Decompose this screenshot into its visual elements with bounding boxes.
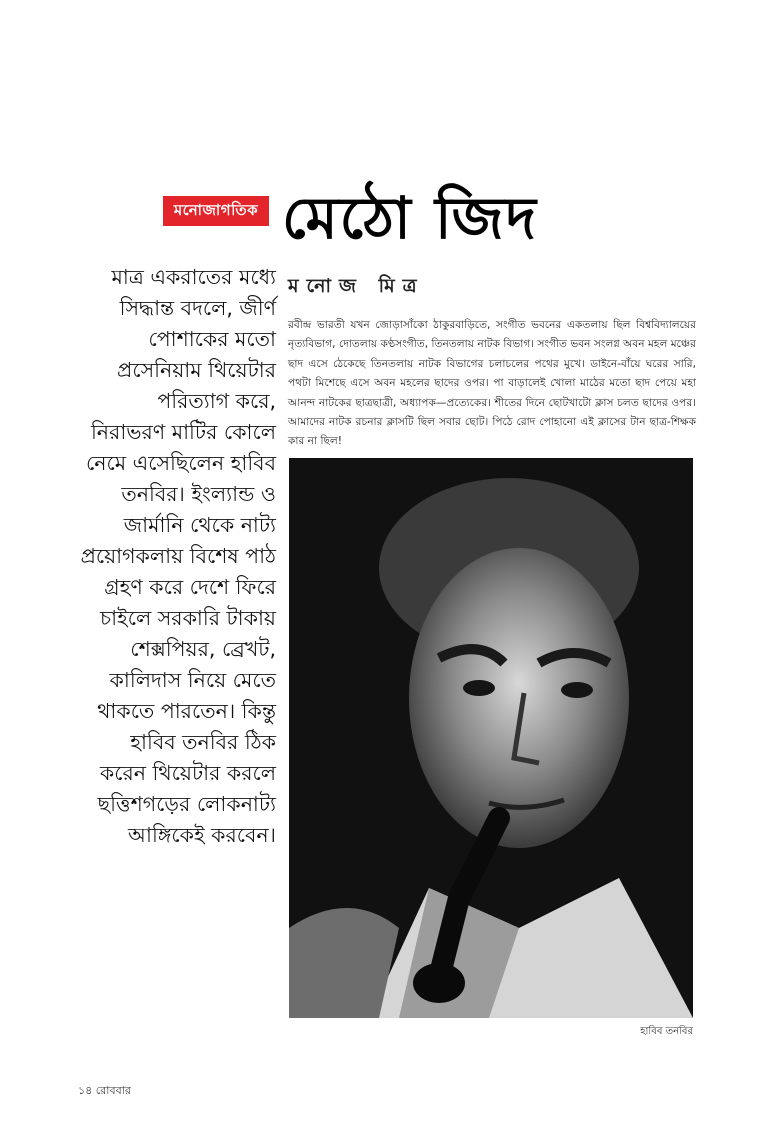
- section-tag: মনোজাগতিক: [163, 196, 269, 226]
- portrait-photo: [289, 458, 693, 1018]
- article-title: মেঠো জিদ: [282, 184, 539, 252]
- page-folio: ১৪ রোববার: [78, 1084, 131, 1097]
- pull-quote: মাত্র একরাতের মধ্যে সিদ্ধান্ত বদলে, জীর্ণ পোশাকের মতো প্রসেনিয়াম থিয়েটার পরিত্যাগ করে, নিরাভরণ মাটির কোলে নেমে এসেছিলেন হাবিব তনবির। ইংল্যান্ড ও জার্মানি থেকে নাট্য প্রয়োগকলায় বিশেষ পাঠ গ্রহণ করে দেশে ফিরে চাইলে সরকারি টাকায় শেক্সপিয়র, ব্রেখট, কালিদাস নিয়ে মেতে থাকতে পারতেন। কিন্তু হাবিব তনবির ঠিক করেন থিয়েটার করলে ছত্তিশগড়ের লোকনাট্য আঙ্গিকেই করবেন।: [80, 265, 276, 847]
- author-byline: মনোজ মিত্র: [288, 275, 425, 297]
- intro-paragraph: রবীন্দ্র ভারতী যখন জোড়াসাঁকো ঠাকুরবাড়িতে, সংগীত ভবনের একতলায় ছিল বিশ্ববিদ্যালয়ের নৃত্যবিভাগ, দোতলায় কণ্ঠসংগীত, তিনতলায় নাটক বিভাগ। সংগীত ভবন সংলগ্ন অবন মহল মঞ্চের ছাদ এসে ঠেকেছে তিনতলায় নাটক বিভাগের চলাচলের পথের মুখে। ডাইনে-বাঁয়ে ঘরের সারি, পথটা মিশেছে এসে অবন মহলের ছাদের ওপর। পা বাড়ালেই খোলা মাঠের মতো ছাদ পেয়ে মহা আনন্দ নাটকের ছাত্রছাত্রী, অধ্যাপক—প্রত্যেকের। শীতের দিনে ছোটখাটো ক্লাস চলত ছাদের ওপর। আমাদের নাটক রচনার ক্লাসটি ছিল সবার ছোট। পিঠে রোদ পোহানো এই ক্লাসের টান ছাত্র-শিক্ষক কার না ছিল!: [288, 319, 696, 448]
- photo-caption: হাবিব তনবির: [640, 1026, 693, 1037]
- portrait-illustration: [289, 458, 693, 1018]
